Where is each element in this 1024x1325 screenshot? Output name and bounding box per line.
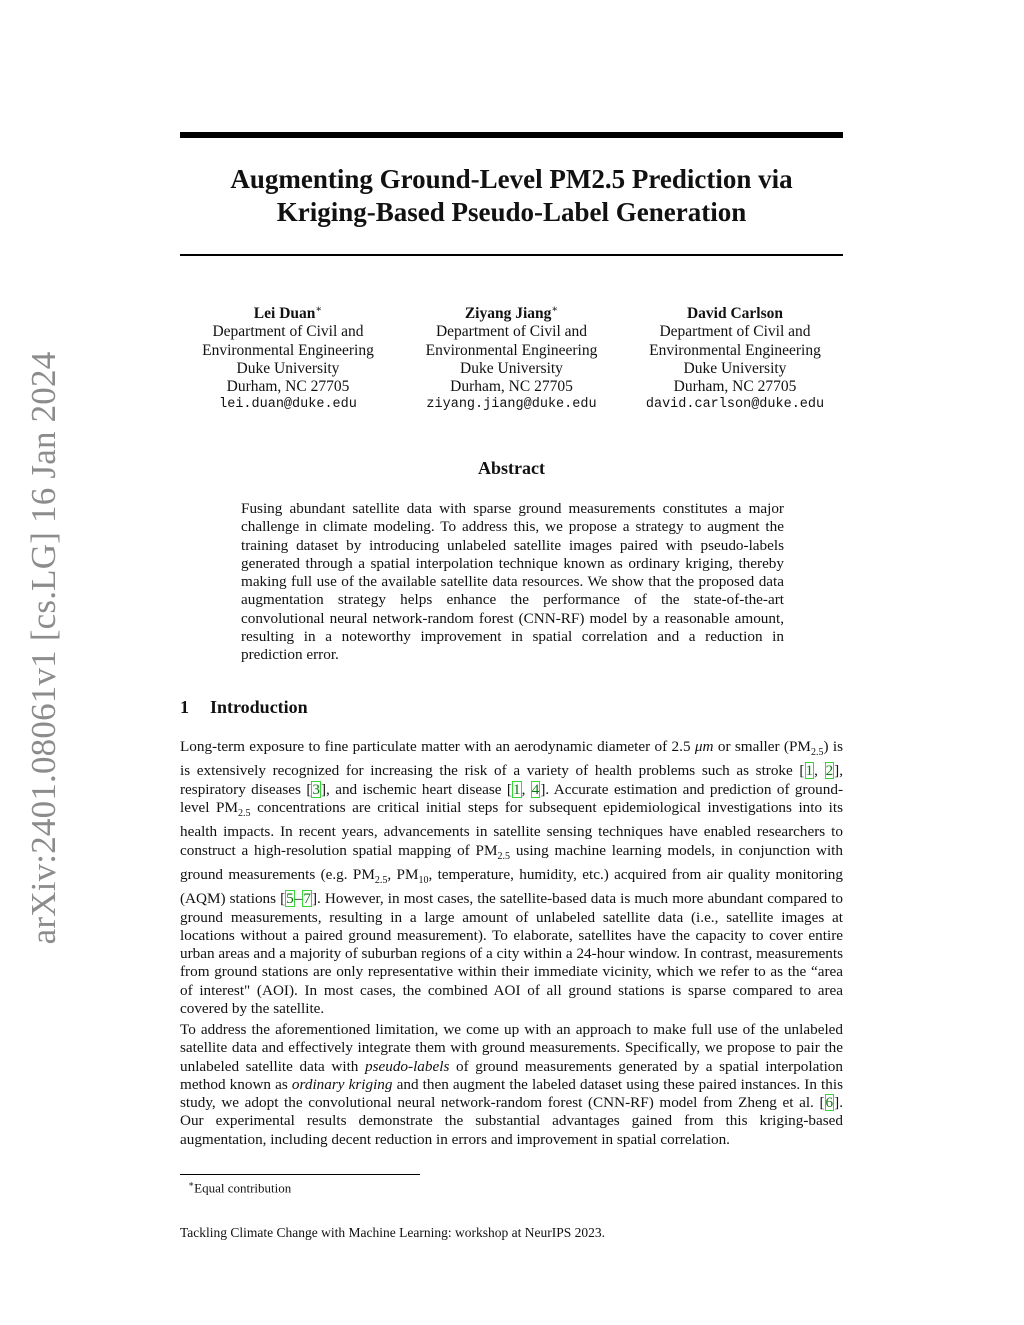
author-department: Environmental Engineering <box>202 341 374 359</box>
author-department: Department of Civil and <box>435 323 588 341</box>
author-city: Durham, NC 27705 <box>226 377 350 395</box>
intro-paragraph-1: Long-term exposure to fine particulate matter with an aerodynamic diameter of 2.5 μm or smaller $(PM_{2.5})$ is is extensively recognized for increasing the risk of a variety of health problems such as stroke [1, 2], respiratory diseases [3], and ischemic heart disease [1, 4]. Accurate estimation and prediction of ground-level $PM_{2.5}$ concentrations are critical initial steps for subsequent epidemiological investigations into its health impacts. In recent years, advancements in satellite sensing techniques have enabled researchers to construct a high-resolution spatial mapping of $PM_{2.5}$ using machine learning models, in conjunction with ground measurements (e.g. $PM_{2.5}$, $PM_{10}$, temperature, humidity, etc.) acquired from air quality monitoring (AQM) stations [5–7]. However, in most cases, the satellite-based data is much more abundant compared to ground measurements, resulting in a large amount of unlabeled satellite data (i.e., satellite images at locations without a paired ground measurement). To elaborate, satellites have the capacity to cover entire urban areas and a majority of suburban regions of a city within a 24-hour window. In contrast, measurements from ground stations are only representative within their immediate vicinity, which we refer to as the “area of interest" (AOI). In most cases, the combined AOI of all ground stations is sparse compared to area covered by the satellite. <box>180 738 844 1017</box>
author-card <box>404 301 620 414</box>
author-email[interactable]: david.carlson@duke.edu <box>645 397 825 413</box>
paper-title: Augmenting Ground-Level PM2.5 Prediction via Kriging-Based Pseudo-Label Generation <box>230 164 793 227</box>
venue-note: Tackling Climate Change with Machine Learning: workshop at NeurIPS 2023. <box>180 1225 605 1240</box>
author-name: Ziyang Jiang∗ <box>464 304 559 323</box>
citation-link[interactable]: 5 <box>286 890 294 908</box>
section-heading <box>180 697 308 718</box>
citation-link[interactable]: 3 <box>312 780 320 798</box>
author-department: Department of Civil and <box>659 323 811 341</box>
citation-link[interactable]: 2 <box>825 762 834 780</box>
citation-link[interactable]: 6 <box>825 1094 834 1112</box>
arxiv-identifier: arXiv:2401.08061v1 [cs.LG] 16 Jan 2024 <box>24 351 63 945</box>
title-top-rule <box>180 132 843 138</box>
citation-link[interactable]: 1 <box>805 762 814 780</box>
author-email[interactable]: ziyang.jiang@duke.edu <box>426 397 597 413</box>
author-department: Department of Civil and <box>212 323 364 341</box>
intro-paragraph-2: To address the aforementioned limitation, we come up with an approach to make full use of the unlabeled satellite data and effectively integrate them with ground measurements. Specifically, we propose to pair the unlabeled satellite data with pseudo-labels of ground measurements generated by a spatial interpolation method known as ordinary kriging and then augment the labeled dataset using these paired instances. In this study, we adopt the convolutional neural network-random forest (CNN-RF) model from Zheng et al. [6]. Our experimental results demonstrate the substantial advantages gained from this kriging-based augmentation, including decent reduction in errors and improvement in spatial correlation. <box>180 1021 843 1148</box>
author-university: Duke University <box>683 359 787 377</box>
citation-link[interactable]: 1 <box>512 780 521 798</box>
abstract-heading: Abstract <box>478 458 545 478</box>
author-city: Durham, NC 27705 <box>673 377 797 395</box>
citation-link[interactable]: 7 <box>303 890 311 908</box>
author-block <box>180 301 843 414</box>
section-number: 1 <box>180 697 189 717</box>
section-title: Introduction <box>210 697 308 717</box>
author-university: Duke University <box>236 359 340 377</box>
footnote: ∗Equal contribution <box>188 1179 292 1196</box>
author-department: Environmental Engineering <box>649 341 821 359</box>
author-card <box>180 301 396 414</box>
author-department: Environmental Engineering <box>425 341 598 359</box>
citation-link[interactable]: 4 <box>531 780 540 798</box>
author-university: Duke University <box>460 359 563 377</box>
author-name: Lei Duan∗ <box>253 304 323 323</box>
author-card <box>627 301 843 414</box>
title-bottom-rule <box>180 254 843 256</box>
abstract-text: Fusing abundant satellite data with sparse ground measurements constitutes a major challenge in climate modeling. To address this, we propose a strategy to augment the training dataset by introducing unlabeled satellite images paired with pseudo-labels generated through a spatial interpolation technique known as ordinary kriging, thereby making full use of the available satellite data resources. We show that the proposed data augmentation strategy helps enhance the performance of the state-of-the-art convolutional neural network-random forest (CNN-RF) model by a reasonable amount, resulting in a noteworthy improvement in spatial correlation and a reduction in prediction error. <box>241 500 784 664</box>
author-email[interactable]: lei.duan@duke.edu <box>219 397 357 413</box>
author-city: Durham, NC 27705 <box>450 377 573 395</box>
author-name: David Carlson <box>686 305 784 323</box>
footnote-rule <box>180 1174 420 1175</box>
